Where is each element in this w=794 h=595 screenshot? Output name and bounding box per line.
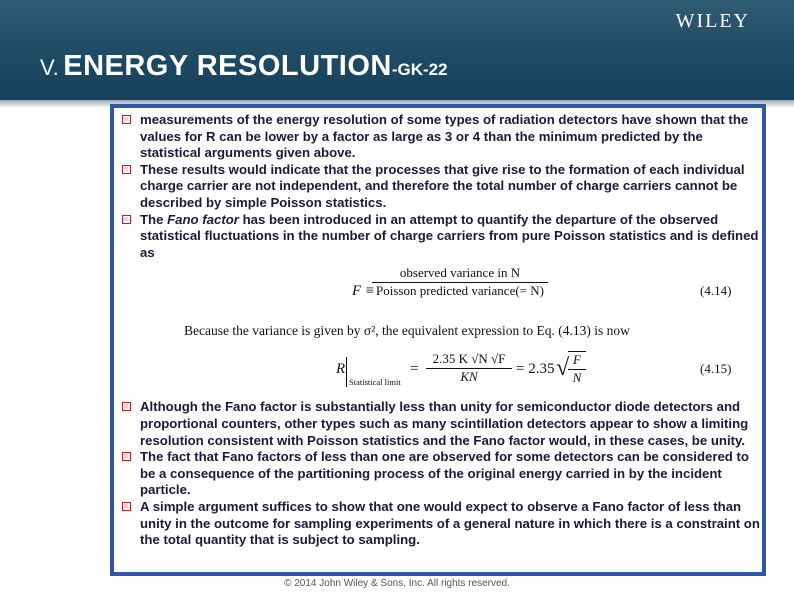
eq-f-numerator: observed variance in N — [372, 265, 548, 283]
eq-r-root-den: N — [572, 370, 582, 386]
eq-414-label: (4.14) — [700, 283, 732, 299]
bullet-text: measurements of the energy resolution of some types of radiation detectors have shown that the values for R can be lower by a factor as large as 3 or 4 than the minimum predicted by the statistical arguments given above. — [140, 112, 749, 161]
wiley-logo: WILEY — [675, 10, 750, 32]
bullet-item — [120, 212, 760, 262]
because-text: Because the variance is given by σ², the equivalent expression to Eq. (4.13) is now — [184, 323, 630, 339]
eq-f-fraction — [372, 265, 548, 299]
content-box — [110, 104, 766, 576]
section-number: V. — [40, 55, 59, 80]
bullet-text: These results would indicate that the processes that give rise to the formation of each individual charge carrier are not independent, and therefore the total number of charge carriers cannot be described by simple Poisson statistics. — [140, 161, 745, 210]
eq-f-denominator: Poisson predicted variance(= N) — [376, 283, 544, 299]
copyright-footer: © 2014 John Wiley & Sons, Inc. All rights reserved. — [284, 578, 510, 589]
eq-r-fraction — [426, 351, 512, 385]
bullet-square-icon — [122, 165, 131, 174]
eq-r-bar — [346, 357, 347, 387]
eq-r-denominator: KN — [460, 369, 478, 385]
title-main: ENERGY RESOLUTION — [63, 50, 392, 82]
bullet-square-icon — [122, 452, 131, 461]
bullet-text: The fact that Fano factors of less than one are observed for some detectors can be considered to be a consequence of the partitioning process of the original energy carried in by the incident particle. — [140, 449, 749, 498]
bullet-square-icon — [122, 402, 131, 411]
bullet-square-icon — [122, 215, 131, 224]
bullet-item — [120, 499, 760, 549]
bullet-text: A simple argument suffices to show that one would expect to observe a Fano factor of less than unity in the outcome for sampling experiments of a general nature in which there is a constraint on the total quantity that is subject to sampling. — [140, 498, 760, 548]
bullet-item — [120, 449, 760, 499]
slide-title — [40, 50, 448, 83]
eq-r-lhs: R — [336, 361, 346, 378]
fano-factor-term: Fano factor — [167, 211, 239, 227]
eq-r-root-num: F — [568, 352, 586, 370]
bullet-item — [120, 399, 760, 449]
eq-415-label: (4.15) — [700, 361, 732, 377]
eq-r-equals: = — [410, 361, 419, 378]
bullet-list — [120, 112, 760, 549]
slide-header — [0, 0, 794, 100]
eq-f-lhs: F ≡ — [352, 283, 376, 300]
bullet-item — [120, 112, 760, 162]
title-suffix: -GK-22 — [391, 60, 448, 79]
eq-r-root-fraction — [568, 351, 586, 386]
eq-r-numerator: 2.35 K √N √F — [426, 351, 512, 369]
bullet-text: Although the Fano factor is substantially less than unity for semiconductor diode detectors and proportional counters, other types such as many scintillation detectors appear to show a limiting resolution consistent with Poisson statistics and the Fano factor would, in these cases, be unity. — [140, 399, 749, 448]
bullet-text-pre: The — [140, 211, 168, 227]
eq-r-subscript: Statistical limit — [349, 377, 401, 388]
bullet-item — [120, 162, 760, 212]
equation-block — [120, 261, 760, 399]
bullet-text-post: has been introduced in an attempt to quantify the departure of the observed statistical fluctuations in the number of charge carriers from pure Poisson statistics and is defined as — [140, 211, 759, 260]
bullet-square-icon — [122, 502, 131, 511]
sqrt-icon: √ — [556, 355, 570, 382]
eq-r-middle: = 2.35 — [516, 361, 555, 378]
bullet-square-icon — [122, 115, 131, 124]
